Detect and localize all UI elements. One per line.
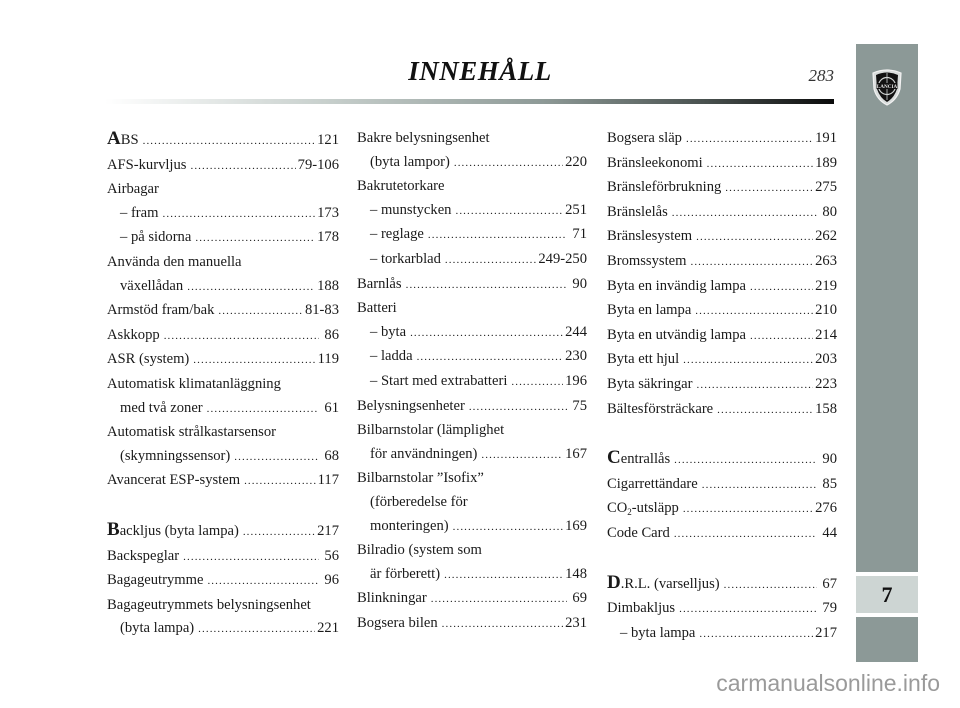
index-entry-label: Avancerat ESP-system — [107, 472, 241, 489]
dot-leader — [511, 371, 563, 395]
index-entry[interactable] — [607, 571, 837, 598]
page-number: 283 — [808, 66, 834, 85]
dot-leader — [683, 498, 813, 522]
index-entry-label: Backspeglar — [107, 547, 180, 564]
index-entry-label: (byta lampa) — [120, 620, 195, 637]
index-entry[interactable] — [357, 223, 587, 248]
index-entry[interactable] — [357, 199, 587, 224]
index-entry-label: Bränslesystem — [607, 228, 693, 245]
index-entry-page[interactable]: 210 — [815, 302, 837, 319]
index-entry-label: är förberett) — [370, 565, 441, 582]
index-entry-label: Byta en invändig lampa — [607, 277, 747, 294]
index-entry-page[interactable]: 121 — [317, 132, 339, 148]
dot-leader — [725, 177, 813, 201]
dot-leader — [243, 521, 315, 545]
index-entry-label: D.R.L. (varselljus) — [607, 571, 720, 593]
index-entry-page[interactable]: 221 — [317, 620, 339, 637]
index-entry[interactable] — [357, 563, 587, 588]
index-entry-label: för användningen) — [370, 445, 478, 462]
index-entry-page[interactable]: 68 — [324, 447, 339, 464]
index-entry-page[interactable]: 214 — [815, 326, 837, 343]
index-entry-label: – ladda — [370, 348, 413, 365]
index-entry-label: Bromssystem — [607, 252, 687, 269]
index-entry-label: Batteri — [357, 300, 397, 317]
index-entry[interactable] — [357, 370, 587, 395]
index-entry-page[interactable]: 196 — [565, 372, 587, 389]
svg-text:LANCIA: LANCIA — [876, 84, 898, 90]
index-entry[interactable] — [107, 154, 339, 179]
index-entry-page[interactable]: 217 — [815, 624, 837, 641]
index-entry-label: Bilbarnstolar ”Isofix” — [357, 470, 484, 487]
dot-leader — [454, 152, 563, 176]
index-entry-label: Bilradio (system som — [357, 542, 482, 559]
index-entry[interactable] — [607, 127, 837, 152]
dot-leader — [469, 396, 567, 420]
index-entry[interactable] — [107, 469, 339, 494]
index-entry-label: monteringen) — [370, 517, 449, 534]
index-entry-page[interactable]: 191 — [815, 130, 837, 146]
index-entry-page[interactable]: 244 — [565, 323, 587, 340]
index-entry-page[interactable]: 158 — [815, 400, 837, 417]
index-entry[interactable] — [607, 324, 837, 349]
lancia-logo-icon — [867, 67, 907, 107]
index-entry-page[interactable]: 56 — [324, 547, 339, 564]
dot-leader — [218, 300, 303, 324]
index-entry-page[interactable]: 61 — [324, 399, 339, 416]
index-entry-page[interactable]: 117 — [317, 472, 339, 489]
header-gradient-rule — [105, 99, 834, 104]
index-entry[interactable] — [107, 275, 339, 300]
index-entry-label: – fram — [120, 204, 159, 221]
index-entry-label: Bakre belysningsenhet — [357, 130, 490, 146]
index-entry-label: Bogsera bilen — [357, 614, 438, 631]
index-entry-page[interactable]: 148 — [565, 565, 587, 582]
index-entry-label: AFS-kurvljus — [107, 156, 187, 173]
index-entry-page[interactable]: 79-106 — [297, 156, 339, 173]
index-entry[interactable] — [607, 299, 837, 324]
index-entry-label: $CO_2$-utsläpp — [607, 500, 679, 518]
index-entry-page[interactable]: 263 — [815, 252, 837, 269]
page-title: INNEHÅLL — [408, 56, 552, 86]
dot-leader — [672, 202, 817, 226]
section-gap — [607, 547, 837, 571]
dot-leader — [453, 516, 563, 540]
index-entry[interactable] — [107, 324, 339, 349]
index-entry-label: ASR (system) — [107, 351, 190, 368]
dot-leader — [234, 446, 319, 470]
dot-leader — [697, 374, 814, 398]
index-entry[interactable] — [107, 569, 339, 594]
index-entry-page[interactable]: 178 — [317, 229, 339, 246]
index-entry[interactable] — [607, 201, 837, 226]
index-entry-label: Bränsleförbrukning — [607, 179, 722, 196]
index-entry-label: Armstöd fram/bak — [107, 302, 215, 319]
dot-leader — [445, 249, 536, 273]
index-entry — [357, 175, 587, 199]
index-entry-label: Byta säkringar — [607, 375, 693, 392]
index-entry-page[interactable]: 223 — [815, 375, 837, 392]
dot-leader — [193, 349, 315, 373]
index-entry[interactable] — [357, 587, 587, 612]
index-entry-page[interactable]: 217 — [317, 522, 339, 539]
index-entry-page[interactable]: 86 — [324, 326, 339, 343]
index-entry[interactable] — [607, 622, 837, 647]
index-entry[interactable] — [607, 225, 837, 250]
index-column-2 — [357, 127, 587, 636]
index-entry-page[interactable]: 169 — [565, 517, 587, 534]
index-entry[interactable] — [107, 545, 339, 570]
dot-leader — [717, 399, 813, 423]
index-entry[interactable] — [607, 597, 837, 622]
index-entry-page[interactable]: 96 — [324, 572, 339, 589]
index-entry-label: Askkopp — [107, 326, 160, 343]
index-entry-label: Bränslelås — [607, 203, 668, 220]
index-entry-label: Airbagar — [107, 181, 159, 198]
index-entry-label: Bagageutrymme — [107, 572, 204, 589]
index-entry[interactable] — [107, 397, 339, 422]
dot-leader — [686, 128, 813, 152]
dot-leader — [702, 474, 817, 498]
index-entry-label: Barnlås — [357, 275, 402, 292]
index-entry[interactable] — [607, 373, 837, 398]
dot-leader — [190, 155, 295, 179]
index-entry[interactable] — [607, 176, 837, 201]
dot-leader — [750, 276, 813, 300]
index-entry — [357, 539, 587, 563]
index-entry-label: Bilbarnstolar (lämplighet — [357, 422, 505, 439]
dot-leader — [695, 300, 813, 324]
index-entry[interactable] — [357, 443, 587, 468]
index-entry[interactable] — [107, 127, 339, 154]
index-entry-label: Belysningsenheter — [357, 397, 465, 414]
dot-leader — [442, 613, 563, 637]
index-entry[interactable] — [357, 395, 587, 420]
index-entry — [107, 251, 339, 275]
dot-leader — [183, 546, 319, 570]
index-entry[interactable] — [107, 445, 339, 470]
index-entry — [357, 127, 587, 151]
index-entry-label: – torkarblad — [370, 250, 441, 267]
index-entry-page[interactable]: 276 — [815, 500, 837, 517]
section-gap — [107, 494, 339, 518]
dot-leader — [679, 598, 817, 622]
index-entry-page[interactable]: 275 — [815, 179, 837, 196]
index-entry-label: (skymningssensor) — [120, 447, 231, 464]
index-entry — [357, 491, 587, 515]
index-entry[interactable] — [357, 321, 587, 346]
index-entry — [107, 421, 339, 445]
index-entry-label: Backljus (byta lampa) — [107, 518, 239, 540]
index-entry-page[interactable]: 90 — [572, 275, 587, 292]
index-entry-label: växellådan — [120, 277, 184, 294]
index-entry[interactable] — [607, 473, 837, 498]
index-entry-page[interactable]: 230 — [565, 348, 587, 365]
index-entry[interactable] — [607, 398, 837, 423]
dot-leader — [406, 274, 567, 298]
index-entry — [107, 373, 339, 397]
dot-leader — [444, 564, 563, 588]
index-entry[interactable] — [107, 617, 339, 642]
index-entry-label: Automatisk klimatanläggning — [107, 375, 281, 392]
dot-leader — [410, 322, 563, 346]
index-entry-label: (byta lampor) — [370, 153, 450, 170]
index-entry-label: Bränsleekonomi — [607, 154, 703, 171]
index-column-1 — [107, 127, 339, 642]
index-entry-label: Centrallås — [607, 447, 671, 469]
index-entry-page[interactable]: 220 — [565, 153, 587, 170]
index-entry-page[interactable]: 44 — [822, 524, 837, 541]
index-entry — [107, 594, 339, 618]
index-entry-page[interactable]: 80 — [822, 203, 837, 220]
dot-leader — [207, 398, 319, 422]
dot-leader — [683, 349, 813, 373]
index-entry-page[interactable]: 251 — [565, 201, 587, 218]
index-entry[interactable] — [357, 345, 587, 370]
index-entry-label: Använda den manuella — [107, 253, 242, 270]
section-initial: D — [607, 571, 621, 593]
dot-leader — [417, 346, 564, 370]
index-entry-label: Code Card — [607, 524, 670, 541]
index-entry-page[interactable]: 188 — [317, 277, 339, 294]
dot-leader — [674, 523, 817, 547]
index-entry-label: Byta en utvändig lampa — [607, 326, 747, 343]
dot-leader — [431, 588, 567, 612]
index-entry-page[interactable]: 69 — [572, 590, 587, 607]
dot-leader — [207, 570, 319, 594]
index-entry-label: – byta — [370, 323, 407, 340]
index-entry-label: – på sidorna — [120, 229, 192, 246]
index-entry-page[interactable]: 81-83 — [304, 302, 339, 319]
section-initial: B — [107, 518, 120, 540]
dot-leader — [724, 574, 817, 598]
index-entry-page[interactable]: 249-250 — [538, 250, 587, 267]
index-column-3 — [607, 127, 837, 646]
index-entry[interactable] — [607, 497, 837, 522]
index-entry-label: Blinkningar — [357, 590, 427, 607]
index-entry-label: Bagageutrymmets belysningsenhet — [107, 596, 311, 613]
dot-leader — [750, 325, 813, 349]
index-entry-label: (förberedelse för — [370, 493, 468, 510]
index-entry-page[interactable]: 167 — [565, 445, 587, 462]
index-entry-label: Bogsera släp — [607, 130, 682, 146]
index-entry[interactable] — [357, 151, 587, 176]
index-entry — [357, 419, 587, 443]
index-entry[interactable] — [357, 248, 587, 273]
index-entry-page[interactable]: 79 — [822, 600, 837, 617]
index-entry-label: Bältesförsträckare — [607, 400, 714, 417]
index-entry-page[interactable]: 75 — [572, 397, 587, 414]
index-entry — [357, 467, 587, 491]
index-entry — [107, 178, 339, 202]
index-entry-page[interactable]: 85 — [822, 475, 837, 492]
dot-leader — [707, 153, 813, 177]
index-entry[interactable] — [107, 299, 339, 324]
index-entry-label: – Start med extrabatteri — [370, 372, 508, 389]
index-entry-page[interactable]: 231 — [565, 614, 587, 631]
dot-leader — [455, 200, 563, 224]
dot-leader — [696, 226, 813, 250]
index-entry-label: Cigarrettändare — [607, 475, 698, 492]
index-entry-label: ABS — [107, 128, 139, 149]
sidebar-bottom-block — [856, 617, 918, 662]
index-entry[interactable] — [107, 202, 339, 227]
index-entry[interactable] — [607, 446, 837, 473]
section-gap — [607, 422, 837, 446]
index-entry-label: Dimbakljus — [607, 600, 676, 617]
dot-leader — [195, 227, 315, 251]
index-entry[interactable] — [357, 273, 587, 298]
dot-leader — [244, 470, 316, 494]
index-entry-label: Byta ett hjul — [607, 351, 680, 368]
index-entry-label: – munstycken — [370, 201, 452, 218]
index-entry[interactable] — [607, 522, 837, 547]
index-entry[interactable] — [107, 348, 339, 373]
index-entry[interactable] — [607, 250, 837, 275]
index-entry-page[interactable]: 189 — [815, 154, 837, 171]
index-entry-page[interactable]: 67 — [822, 575, 837, 592]
index-entry-page[interactable]: 262 — [815, 228, 837, 245]
chapter-tab[interactable]: 7 — [856, 576, 918, 613]
index-entry[interactable] — [357, 612, 587, 637]
index-entry-page[interactable]: 71 — [572, 226, 587, 243]
index-entry-page[interactable]: 203 — [815, 351, 837, 368]
dot-leader — [699, 623, 813, 647]
index-entry-page[interactable]: 219 — [815, 277, 837, 294]
index-entry[interactable] — [607, 348, 837, 373]
section-initial: A — [107, 128, 121, 149]
index-entry-label: Byta en lampa — [607, 302, 692, 319]
dot-leader — [198, 618, 315, 642]
index-entry[interactable] — [107, 518, 339, 545]
index-entry[interactable] — [357, 515, 587, 540]
index-entry-label: Automatisk strålkastarsensor — [107, 424, 277, 441]
index-entry-label: – byta lampa — [620, 624, 696, 641]
dot-leader — [163, 203, 316, 227]
section-initial: C — [607, 447, 621, 469]
index-entry-page[interactable]: 119 — [317, 351, 339, 368]
dot-leader — [690, 251, 813, 275]
dot-leader — [428, 224, 567, 248]
watermark: carmanualsonline.info — [716, 670, 940, 696]
index-entry[interactable] — [107, 226, 339, 251]
index-entry-label: Bakrutetorkare — [357, 178, 445, 195]
index-entry[interactable] — [607, 275, 837, 300]
index-entry-page[interactable]: 90 — [822, 451, 837, 468]
sidebar-brand-block — [856, 44, 918, 572]
index-entry-page[interactable]: 173 — [317, 204, 339, 221]
dot-leader — [164, 325, 319, 349]
index-entry[interactable] — [607, 152, 837, 177]
dot-leader — [674, 449, 817, 473]
dot-leader — [187, 276, 315, 300]
index-entry-label: med två zoner — [120, 399, 203, 416]
index-entry-label: – reglage — [370, 226, 424, 243]
index-entry — [357, 297, 587, 321]
dot-leader — [143, 130, 316, 154]
dot-leader — [481, 444, 563, 468]
